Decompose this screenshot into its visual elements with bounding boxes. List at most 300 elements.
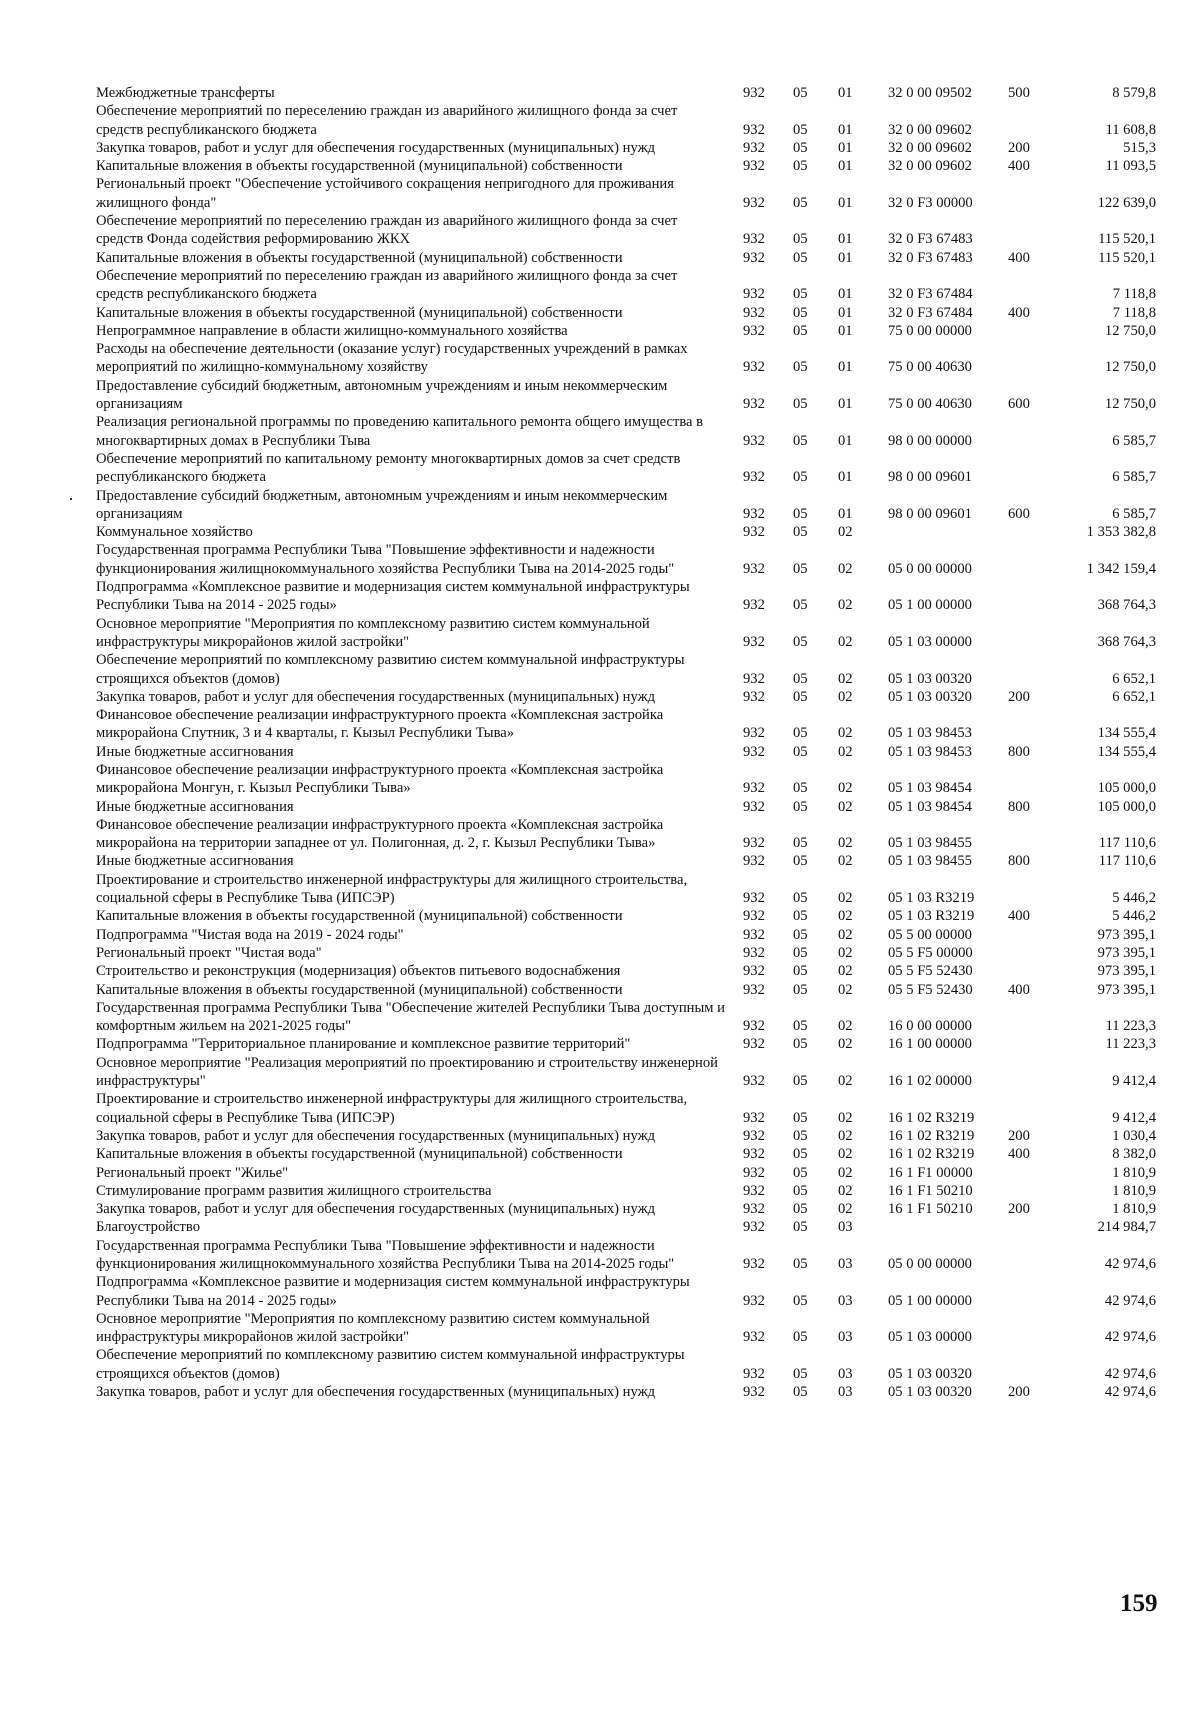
- amount-cell: 7 118,8: [1112, 286, 1156, 303]
- table-row: [96, 450, 1156, 487]
- subsection-cell: 03: [838, 1329, 853, 1346]
- subsection-cell: 01: [838, 432, 853, 449]
- subsection-cell: 01: [838, 158, 853, 175]
- admin-code-cell: 932: [743, 725, 765, 742]
- expense-type-cell: 200: [1008, 688, 1030, 705]
- admin-code-cell: 932: [743, 1329, 765, 1346]
- subsection-cell: 02: [838, 944, 853, 961]
- target-article-cell: 16 1 F1 00000: [888, 1164, 973, 1181]
- admin-code-cell: 932: [743, 322, 765, 339]
- subsection-cell: 02: [838, 890, 853, 907]
- target-article-cell: 16 1 F1 50210: [888, 1182, 973, 1199]
- amount-cell: 8 382,0: [1112, 1146, 1156, 1163]
- section-cell: 05: [793, 322, 808, 339]
- admin-code-cell: 932: [743, 981, 765, 998]
- expense-type-cell: 800: [1008, 853, 1030, 870]
- subsection-cell: 02: [838, 798, 853, 815]
- amount-cell: 9 412,4: [1112, 1109, 1156, 1126]
- subsection-cell: 01: [838, 85, 853, 101]
- budget-table: [0, 84, 1200, 1401]
- subsection-cell: 03: [838, 1384, 853, 1401]
- subsection-cell: 02: [838, 1073, 853, 1090]
- target-article-cell: 16 1 02 00000: [888, 1073, 972, 1090]
- section-cell: 05: [793, 1127, 808, 1144]
- amount-cell: 8 579,8: [1112, 85, 1156, 101]
- target-article-cell: 32 0 00 09602: [888, 121, 972, 138]
- subsection-cell: 01: [838, 286, 853, 303]
- expense-type-cell: 400: [1008, 908, 1030, 925]
- section-cell: 05: [793, 908, 808, 925]
- subsection-cell: 02: [838, 1018, 853, 1035]
- section-cell: 05: [793, 780, 808, 797]
- table-row: [96, 139, 1156, 157]
- section-cell: 05: [793, 304, 808, 321]
- section-cell: 05: [793, 743, 808, 760]
- table-row: [96, 1346, 1156, 1383]
- section-cell: 05: [793, 1292, 808, 1309]
- amount-cell: 115 520,1: [1098, 231, 1156, 248]
- admin-code-cell: 932: [743, 688, 765, 705]
- item-name-cell: Финансовое обеспечение реализации инфраструктурного проекта «Комплексная застройка микрорайона на территории западнее от ул. Полигонная, д. 2, г. Кызыл Республики Тыва»: [96, 816, 664, 852]
- expense-type-cell: 200: [1008, 139, 1030, 156]
- admin-code-cell: 932: [743, 1182, 765, 1199]
- admin-code-cell: 932: [743, 304, 765, 321]
- target-article-cell: 05 1 03 98453: [888, 743, 972, 760]
- target-article-cell: 05 5 F5 52430: [888, 981, 973, 998]
- subsection-cell: 01: [838, 469, 853, 486]
- item-name-cell: Региональный проект "Жилье": [96, 1164, 289, 1181]
- item-name-cell: Проектирование и строительство инженерной инфраструктуры для жилищного строительства, социальной сферы в Республике Тыва (ИПСЭР): [96, 871, 688, 907]
- item-name-cell: Государственная программа Республики Тыва "Обеспечение жителей Республики Тыва доступным и комфортным жильем на 2021-2025 годы": [96, 999, 725, 1035]
- section-cell: 05: [793, 359, 808, 376]
- item-name-cell: Основное мероприятие "Мероприятия по комплексному развитию систем коммунальной инфраструктуры микрорайонов жилой застройки": [96, 1310, 650, 1346]
- admin-code-cell: 932: [743, 85, 765, 101]
- table-row: [96, 578, 1156, 615]
- subsection-cell: 02: [838, 1164, 853, 1181]
- section-cell: 05: [793, 798, 808, 815]
- amount-cell: 7 118,8: [1112, 304, 1156, 321]
- item-name-cell: Обеспечение мероприятий по комплексному развитию систем коммунальной инфраструктуры строящихся объектов (домов): [96, 652, 685, 687]
- section-cell: 05: [793, 853, 808, 870]
- amount-cell: 6 652,1: [1112, 670, 1156, 687]
- target-article-cell: 16 1 F1 50210: [888, 1201, 973, 1218]
- admin-code-cell: 932: [743, 1073, 765, 1090]
- item-name-cell: Закупка товаров, работ и услуг для обеспечения государственных (муниципальных) нужд: [96, 1201, 656, 1218]
- target-article-cell: 32 0 F3 00000: [888, 194, 973, 211]
- section-cell: 05: [793, 1256, 808, 1272]
- subsection-cell: 01: [838, 121, 853, 138]
- section-cell: 05: [793, 121, 808, 138]
- admin-code-cell: 932: [743, 1256, 765, 1272]
- amount-cell: 973 395,1: [1097, 963, 1156, 980]
- target-article-cell: 05 1 03 00320: [888, 670, 972, 687]
- amount-cell: 42 974,6: [1104, 1365, 1156, 1382]
- subsection-cell: 01: [838, 396, 853, 413]
- subsection-cell: 03: [838, 1219, 853, 1236]
- admin-code-cell: 932: [743, 231, 765, 248]
- subsection-cell: 01: [838, 505, 853, 522]
- amount-cell: 368 764,3: [1097, 633, 1156, 650]
- item-name-cell: Предоставление субсидий бюджетным, автономным учреждениям и иным некоммерческим организациям: [96, 377, 668, 413]
- section-cell: 05: [793, 1036, 808, 1053]
- admin-code-cell: 932: [743, 633, 765, 650]
- amount-cell: 117 110,6: [1098, 835, 1156, 852]
- item-name-cell: Обеспечение мероприятий по переселению граждан из аварийного жилищного фонда за счет средств республиканского бюджета: [96, 103, 678, 138]
- item-name-cell: Государственная программа Республики Тыва "Повышение эффективности и надежности функционирования жилищнокоммунального хозяйства Республики Тыва на 2014-2025 годы": [96, 542, 675, 577]
- subsection-cell: 02: [838, 981, 853, 998]
- subsection-cell: 01: [838, 231, 853, 248]
- table-row: [96, 541, 1156, 578]
- section-cell: 05: [793, 158, 808, 175]
- admin-code-cell: 932: [743, 359, 765, 376]
- admin-code-cell: 932: [743, 249, 765, 266]
- section-cell: 05: [793, 688, 808, 705]
- expense-type-cell: 400: [1008, 304, 1030, 321]
- target-article-cell: 05 1 03 00000: [888, 633, 972, 650]
- admin-code-cell: 932: [743, 139, 765, 156]
- expense-type-cell: 200: [1008, 1127, 1030, 1144]
- item-name-cell: Подпрограмма "Чистая вода на 2019 - 2024 годы": [96, 926, 404, 943]
- expense-type-cell: 500: [1008, 85, 1030, 101]
- table-row: [96, 377, 1156, 414]
- amount-cell: 12 750,0: [1104, 396, 1156, 413]
- item-name-cell: Капитальные вложения в объекты государственной (муниципальной) собственности: [96, 1146, 623, 1163]
- section-cell: 05: [793, 560, 808, 577]
- target-article-cell: 05 1 00 00000: [888, 597, 972, 614]
- amount-cell: 1 810,9: [1112, 1182, 1156, 1199]
- target-article-cell: 05 1 03 R3219: [888, 908, 975, 925]
- admin-code-cell: 932: [743, 1201, 765, 1218]
- section-cell: 05: [793, 890, 808, 907]
- admin-code-cell: 932: [743, 835, 765, 852]
- target-article-cell: 16 1 02 R3219: [888, 1109, 975, 1126]
- subsection-cell: 02: [838, 835, 853, 852]
- table-row: [96, 852, 1156, 870]
- item-name-cell: Подпрограмма «Комплексное развитие и модернизация систем коммунальной инфраструктуры Республики Тыва на 2014 - 2025 годы»: [96, 1274, 690, 1309]
- section-cell: 05: [793, 633, 808, 650]
- amount-cell: 9 412,4: [1112, 1073, 1156, 1090]
- item-name-cell: Благоустройство: [96, 1219, 200, 1236]
- admin-code-cell: 932: [743, 670, 765, 687]
- section-cell: 05: [793, 835, 808, 852]
- table-row: [96, 1164, 1156, 1182]
- admin-code-cell: 932: [743, 1036, 765, 1053]
- admin-code-cell: 932: [743, 798, 765, 815]
- table-row: [96, 743, 1156, 761]
- target-article-cell: 32 0 00 09602: [888, 139, 972, 156]
- amount-cell: 973 395,1: [1097, 926, 1156, 943]
- item-name-cell: Капитальные вложения в объекты государственной (муниципальной) собственности: [96, 249, 623, 266]
- amount-cell: 11 223,3: [1105, 1018, 1156, 1035]
- table-row: [96, 157, 1156, 175]
- table-row: [96, 249, 1156, 267]
- table-row: [96, 615, 1156, 652]
- target-article-cell: 75 0 00 40630: [888, 396, 972, 413]
- section-cell: 05: [793, 1109, 808, 1126]
- target-article-cell: 05 1 03 00320: [888, 688, 972, 705]
- target-article-cell: 05 1 03 98455: [888, 835, 972, 852]
- target-article-cell: 32 0 F3 67483: [888, 231, 973, 248]
- item-name-cell: Межбюджетные трансферты: [96, 85, 275, 101]
- table-row: [96, 706, 1156, 743]
- target-article-cell: 05 0 00 00000: [888, 1256, 972, 1272]
- section-cell: 05: [793, 981, 808, 998]
- admin-code-cell: 932: [743, 194, 765, 211]
- item-name-cell: Основное мероприятие "Мероприятия по комплексному развитию систем коммунальной инфраструктуры микрорайонов жилой застройки": [96, 615, 650, 650]
- amount-cell: 134 555,4: [1097, 725, 1156, 742]
- table-row: [96, 981, 1156, 999]
- admin-code-cell: 932: [743, 1292, 765, 1309]
- table-row: [96, 1182, 1156, 1200]
- table-row: [96, 651, 1156, 688]
- subsection-cell: 02: [838, 688, 853, 705]
- subsection-cell: 02: [838, 926, 853, 943]
- item-name-cell: Расходы на обеспечение деятельности (оказание услуг) государственных учреждений в рамках мероприятий по жилищно-коммунальному хозяйству: [96, 341, 688, 376]
- expense-type-cell: 800: [1008, 798, 1030, 815]
- subsection-cell: 02: [838, 1201, 853, 1218]
- amount-cell: 1 810,9: [1112, 1164, 1156, 1181]
- item-name-cell: Закупка товаров, работ и услуг для обеспечения государственных (муниципальных) нужд: [96, 688, 656, 705]
- admin-code-cell: 932: [743, 1365, 765, 1382]
- section-cell: 05: [793, 1182, 808, 1199]
- admin-code-cell: 932: [743, 1127, 765, 1144]
- section-cell: 05: [793, 469, 808, 486]
- section-cell: 05: [793, 1219, 808, 1236]
- amount-cell: 1 342 159,4: [1086, 560, 1156, 577]
- table-row: [96, 175, 1156, 212]
- table-row: [96, 523, 1156, 541]
- item-name-cell: Капитальные вложения в объекты государственной (муниципальной) собственности: [96, 981, 623, 998]
- item-name-cell: Реализация региональной программы по проведению капитального ремонта общего имущества в многоквартирных домах в Республики Тыва: [96, 414, 704, 449]
- section-cell: 05: [793, 396, 808, 413]
- section-cell: 05: [793, 1018, 808, 1035]
- section-cell: 05: [793, 286, 808, 303]
- table-row: [96, 1383, 1156, 1401]
- item-name-cell: Проектирование и строительство инженерной инфраструктуры для жилищного строительства, социальной сферы в Республике Тыва (ИПСЭР): [96, 1091, 688, 1126]
- amount-cell: 1 810,9: [1112, 1201, 1156, 1218]
- amount-cell: 1 353 382,8: [1086, 524, 1156, 541]
- table-row: [96, 926, 1156, 944]
- admin-code-cell: 932: [743, 908, 765, 925]
- item-name-cell: Обеспечение мероприятий по переселению граждан из аварийного жилищного фонда за счет средств Фонда содействия реформированию ЖКХ: [96, 213, 678, 248]
- subsection-cell: 02: [838, 1109, 853, 1126]
- subsection-cell: 03: [838, 1365, 853, 1382]
- amount-cell: 214 984,7: [1097, 1219, 1156, 1236]
- amount-cell: 105 000,0: [1097, 780, 1156, 797]
- item-name-cell: Подпрограмма "Территориальное планирование и комплексное развитие территорий": [96, 1036, 631, 1053]
- amount-cell: 6 585,7: [1112, 469, 1156, 486]
- target-article-cell: 05 1 03 98455: [888, 853, 972, 870]
- target-article-cell: 05 1 03 00320: [888, 1384, 972, 1401]
- table-row: [96, 962, 1156, 980]
- item-name-cell: Финансовое обеспечение реализации инфраструктурного проекта «Комплексная застройка микрорайона Спутник, 3 и 4 кварталы, г. Кызыл Республики Тыва»: [96, 707, 664, 742]
- item-name-cell: Финансовое обеспечение реализации инфраструктурного проекта «Комплексная застройка микрорайона Монгун, г. Кызыл Республики Тыва»: [96, 761, 664, 797]
- expense-type-cell: 200: [1008, 1201, 1030, 1218]
- table-row: [96, 322, 1156, 340]
- section-cell: 05: [793, 1201, 808, 1218]
- table-row: [96, 999, 1156, 1036]
- subsection-cell: 02: [838, 908, 853, 925]
- item-name-cell: Капитальные вложения в объекты государственной (муниципальной) собственности: [96, 908, 623, 925]
- amount-cell: 5 446,2: [1112, 908, 1156, 925]
- subsection-cell: 01: [838, 359, 853, 376]
- section-cell: 05: [793, 1146, 808, 1163]
- section-cell: 05: [793, 944, 808, 961]
- item-name-cell: Капитальные вложения в объекты государственной (муниципальной) собственности: [96, 304, 623, 321]
- subsection-cell: 01: [838, 249, 853, 266]
- expense-type-cell: 800: [1008, 743, 1030, 760]
- expense-type-cell: 200: [1008, 1384, 1030, 1401]
- section-cell: 05: [793, 1329, 808, 1346]
- section-cell: 05: [793, 1365, 808, 1382]
- subsection-cell: 02: [838, 633, 853, 650]
- expense-type-cell: 400: [1008, 249, 1030, 266]
- section-cell: 05: [793, 597, 808, 614]
- item-name-cell: Коммунальное хозяйство: [96, 524, 253, 541]
- admin-code-cell: 932: [743, 1164, 765, 1181]
- section-cell: 05: [793, 194, 808, 211]
- table-row: [96, 1090, 1156, 1127]
- subsection-cell: 02: [838, 725, 853, 742]
- amount-cell: 11 093,5: [1105, 158, 1156, 175]
- admin-code-cell: 932: [743, 1109, 765, 1126]
- item-name-cell: Обеспечение мероприятий по комплексному развитию систем коммунальной инфраструктуры строящихся объектов (домов): [96, 1347, 685, 1382]
- subsection-cell: 01: [838, 194, 853, 211]
- target-article-cell: 32 0 F3 67483: [888, 249, 973, 266]
- item-name-cell: Закупка товаров, работ и услуг для обеспечения государственных (муниципальных) нужд: [96, 1127, 656, 1144]
- target-article-cell: 75 0 00 40630: [888, 359, 972, 376]
- subsection-cell: 01: [838, 139, 853, 156]
- subsection-cell: 01: [838, 322, 853, 339]
- subsection-cell: 02: [838, 1127, 853, 1144]
- target-article-cell: 98 0 00 09601: [888, 505, 972, 522]
- subsection-cell: 02: [838, 1036, 853, 1053]
- item-name-cell: Основное мероприятие "Реализация мероприятий по проектированию и строительству инженерной инфраструктуры": [96, 1054, 718, 1090]
- section-cell: 05: [793, 1384, 808, 1401]
- target-article-cell: 16 1 02 R3219: [888, 1127, 975, 1144]
- item-name-cell: Капитальные вложения в объекты государственной (муниципальной) собственности: [96, 158, 623, 175]
- table-row: [96, 212, 1156, 249]
- item-name-cell: Иные бюджетные ассигнования: [96, 798, 294, 815]
- target-article-cell: 05 5 F5 00000: [888, 944, 973, 961]
- target-article-cell: 75 0 00 00000: [888, 322, 972, 339]
- amount-cell: 42 974,6: [1104, 1384, 1156, 1401]
- table-row: [96, 1218, 1156, 1236]
- target-article-cell: 32 0 F3 67484: [888, 286, 973, 303]
- target-article-cell: 05 1 03 00320: [888, 1365, 972, 1382]
- table-row: [96, 267, 1156, 304]
- subsection-cell: 02: [838, 597, 853, 614]
- amount-cell: 12 750,0: [1104, 322, 1156, 339]
- item-name-cell: Предоставление субсидий бюджетным, автономным учреждениям и иным некоммерческим организациям: [96, 487, 668, 522]
- item-name-cell: Обеспечение мероприятий по капитальному ремонту многоквартирных домов за счет средств республиканского бюджета: [96, 450, 681, 486]
- expense-type-cell: 600: [1008, 396, 1030, 413]
- amount-cell: 105 000,0: [1097, 798, 1156, 815]
- target-article-cell: 16 1 02 R3219: [888, 1146, 975, 1163]
- subsection-cell: 02: [838, 853, 853, 870]
- section-cell: 05: [793, 963, 808, 980]
- subsection-cell: 02: [838, 1182, 853, 1199]
- target-article-cell: 16 1 00 00000: [888, 1036, 972, 1053]
- item-name-cell: Региональный проект "Обеспечение устойчивого сокращения непригодного для проживания жилищного фонда": [96, 176, 674, 211]
- amount-cell: 515,3: [1123, 139, 1156, 156]
- admin-code-cell: 932: [743, 926, 765, 943]
- item-name-cell: Подпрограмма «Комплексное развитие и модернизация систем коммунальной инфраструктуры Республики Тыва на 2014 - 2025 годы»: [96, 579, 690, 614]
- admin-code-cell: 932: [743, 743, 765, 760]
- amount-cell: 42 974,6: [1104, 1292, 1156, 1309]
- target-article-cell: 32 0 00 09602: [888, 158, 972, 175]
- amount-cell: 6 585,7: [1112, 505, 1156, 522]
- page-number: 159: [1120, 1590, 1158, 1617]
- item-name-cell: Непрограммное направление в области жилищно-коммунального хозяйства: [96, 322, 568, 339]
- section-cell: 05: [793, 926, 808, 943]
- amount-cell: 134 555,4: [1097, 743, 1156, 760]
- amount-cell: 368 764,3: [1097, 597, 1156, 614]
- table-row: [96, 1237, 1156, 1274]
- admin-code-cell: 932: [743, 597, 765, 614]
- subsection-cell: 01: [838, 304, 853, 321]
- table-row: [96, 1054, 1156, 1091]
- item-name-cell: Закупка товаров, работ и услуг для обеспечения государственных (муниципальных) нужд: [96, 139, 656, 156]
- target-article-cell: 05 5 F5 52430: [888, 963, 973, 980]
- target-article-cell: 05 1 03 98454: [888, 780, 972, 797]
- admin-code-cell: 932: [743, 286, 765, 303]
- amount-cell: 1 030,4: [1112, 1127, 1156, 1144]
- item-name-cell: Иные бюджетные ассигнования: [96, 853, 294, 870]
- admin-code-cell: 932: [743, 121, 765, 138]
- table-row: [96, 688, 1156, 706]
- item-name-cell: Закупка товаров, работ и услуг для обеспечения государственных (муниципальных) нужд: [96, 1384, 656, 1401]
- admin-code-cell: 932: [743, 524, 765, 541]
- admin-code-cell: 932: [743, 158, 765, 175]
- section-cell: 05: [793, 524, 808, 541]
- amount-cell: 5 446,2: [1112, 890, 1156, 907]
- table-row: [96, 1310, 1156, 1347]
- item-name-cell: Государственная программа Республики Тыва "Повышение эффективности и надежности функционирования жилищнокоммунального хозяйства Республики Тыва на 2014-2025 годы": [96, 1237, 675, 1272]
- admin-code-cell: 932: [743, 944, 765, 961]
- target-article-cell: 05 1 03 R3219: [888, 890, 975, 907]
- subsection-cell: 02: [838, 524, 853, 541]
- admin-code-cell: 932: [743, 1146, 765, 1163]
- amount-cell: 11 608,8: [1105, 121, 1156, 138]
- expense-type-cell: 400: [1008, 981, 1030, 998]
- table-row: [96, 1145, 1156, 1163]
- admin-code-cell: 932: [743, 560, 765, 577]
- target-article-cell: 16 0 00 00000: [888, 1018, 972, 1035]
- item-name-cell: Строительство и реконструкция (модернизация) объектов питьевого водоснабжения: [96, 963, 621, 980]
- table-row: [96, 944, 1156, 962]
- amount-cell: 42 974,6: [1104, 1256, 1156, 1272]
- target-article-cell: 05 0 00 00000: [888, 560, 972, 577]
- section-cell: 05: [793, 505, 808, 522]
- admin-code-cell: 932: [743, 890, 765, 907]
- section-cell: 05: [793, 670, 808, 687]
- amount-cell: 6 652,1: [1112, 688, 1156, 705]
- table-row: [96, 798, 1156, 816]
- target-article-cell: 05 5 00 00000: [888, 926, 972, 943]
- target-article-cell: 05 1 03 98454: [888, 798, 972, 815]
- table-row: [96, 907, 1156, 925]
- section-cell: 05: [793, 1164, 808, 1181]
- admin-code-cell: 932: [743, 432, 765, 449]
- target-article-cell: 98 0 00 09601: [888, 469, 972, 486]
- admin-code-cell: 932: [743, 780, 765, 797]
- admin-code-cell: 932: [743, 1384, 765, 1401]
- admin-code-cell: 932: [743, 963, 765, 980]
- item-name-cell: Стимулирование программ развития жилищного строительства: [96, 1182, 492, 1199]
- table-row: [96, 487, 1156, 524]
- section-cell: 05: [793, 139, 808, 156]
